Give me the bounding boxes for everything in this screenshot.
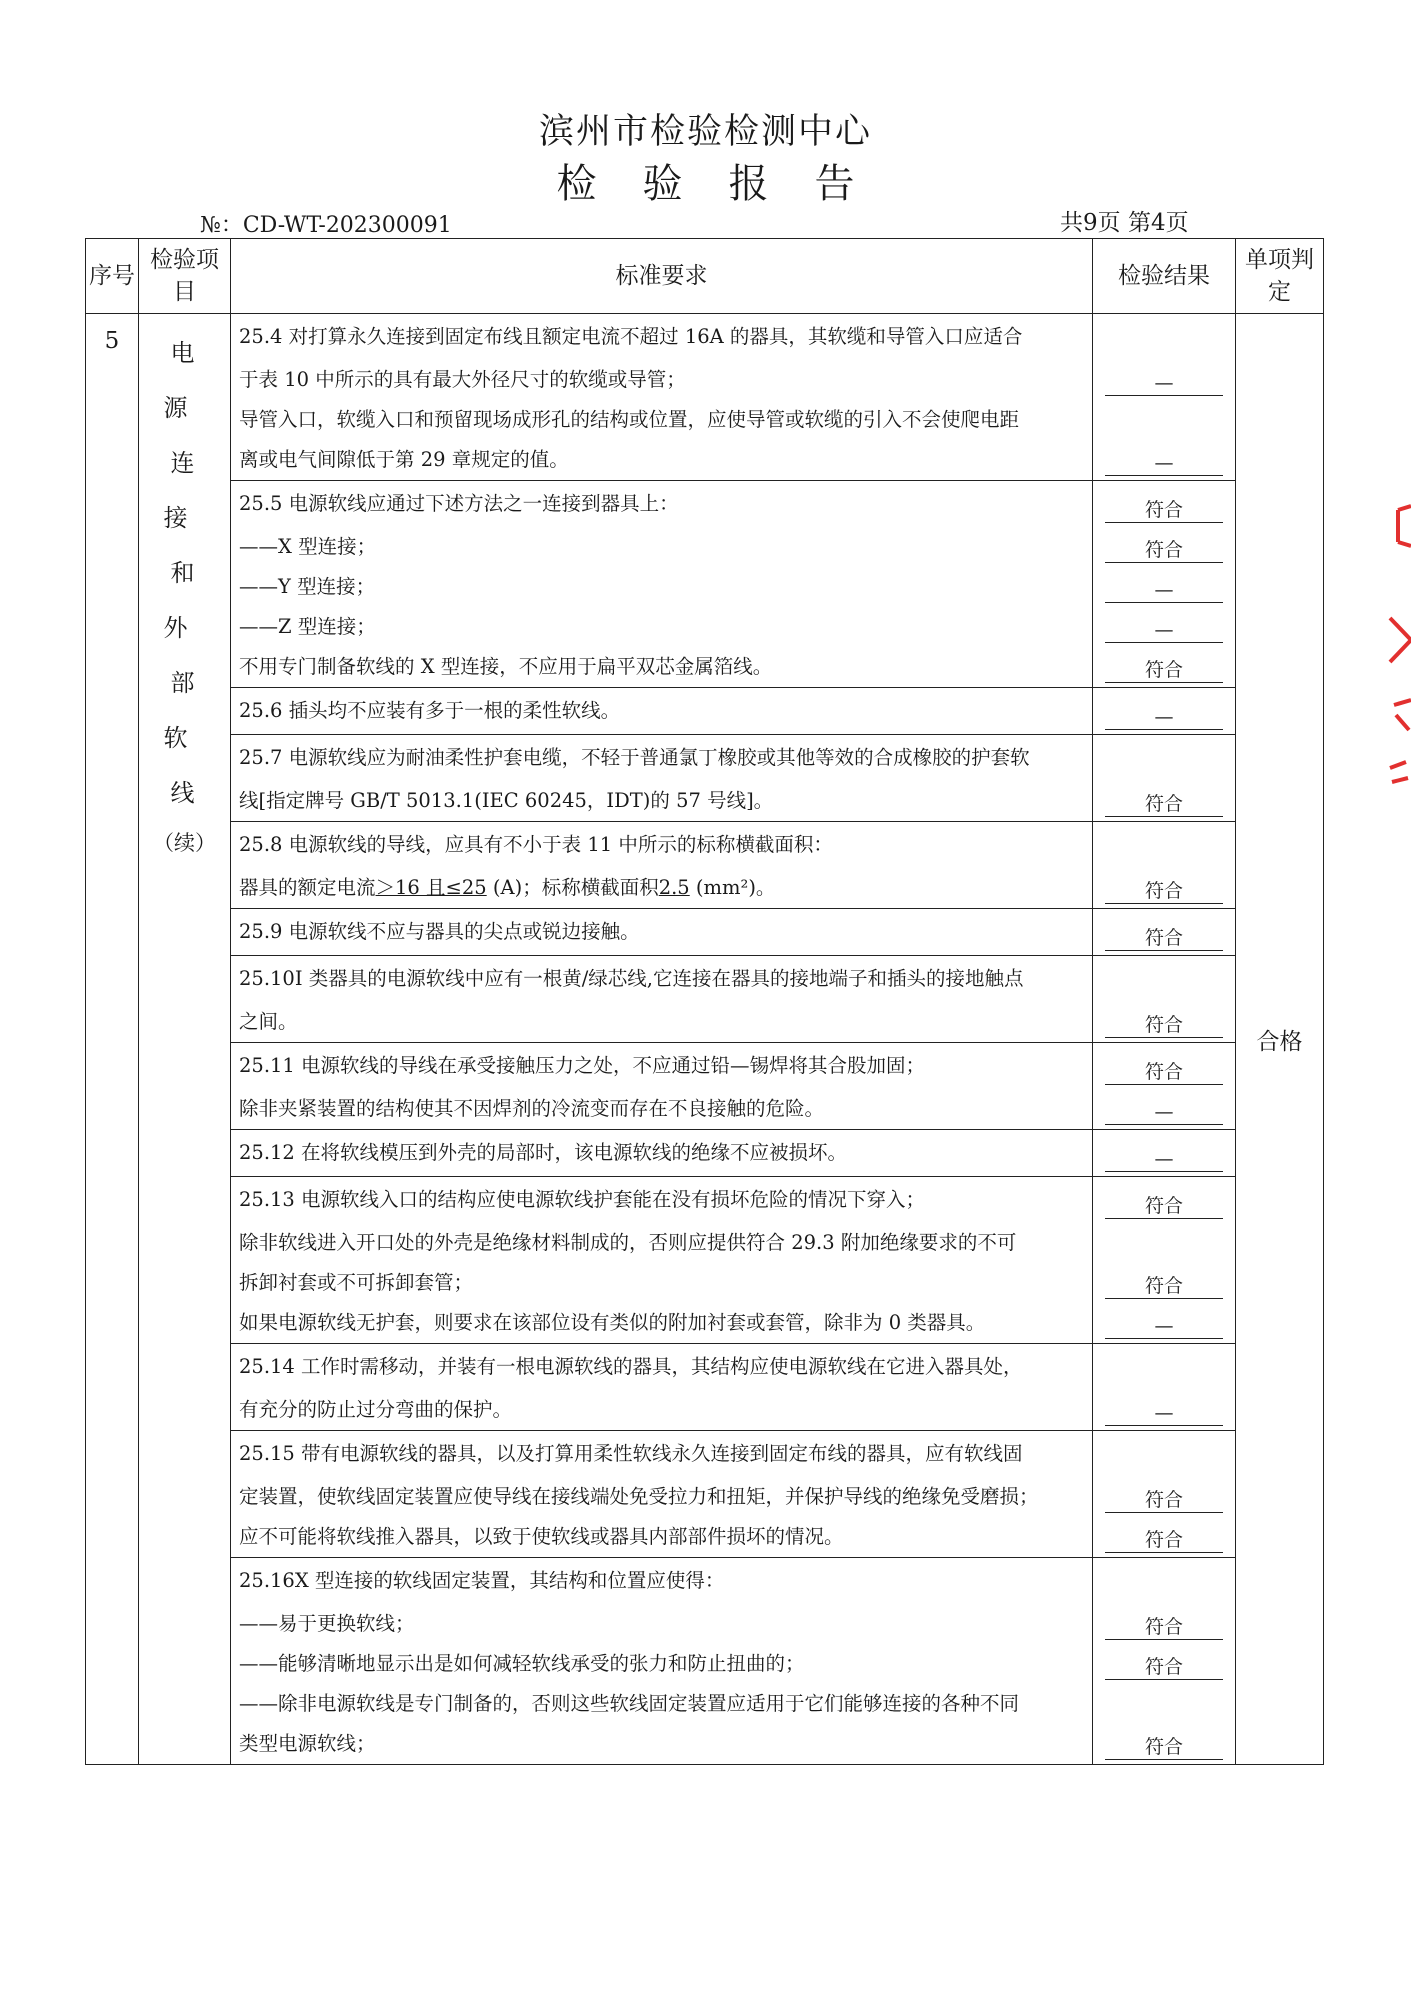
col-seq-header: 序号 bbox=[86, 239, 139, 314]
table-row bbox=[86, 822, 1324, 909]
result-value: — bbox=[1105, 451, 1223, 476]
result-slot bbox=[1093, 1177, 1235, 1223]
table-row bbox=[86, 688, 1324, 735]
result-value: 符合 bbox=[1105, 1194, 1223, 1219]
requirement-line: 线[指定牌号 GB/T 5013.1(IEC 60245，IDT)的 57 号线]。 bbox=[239, 789, 774, 812]
result-cell bbox=[1093, 481, 1236, 688]
result-cell bbox=[1093, 1043, 1236, 1130]
result-value: — bbox=[1105, 371, 1223, 396]
result-value: — bbox=[1105, 705, 1223, 730]
requirement-line: ——易于更换软线； bbox=[239, 1612, 415, 1635]
col-item-header: 检验项目 bbox=[139, 239, 231, 314]
result-cell bbox=[1093, 314, 1236, 481]
result-slot bbox=[1093, 527, 1235, 567]
requirement-cell bbox=[231, 1130, 1093, 1177]
requirement-line: 25.8 电源软线的导线，应具有不小于表 11 中所示的标称横截面积： bbox=[239, 833, 833, 856]
requirement-line: 25.4 对打算永久连接到固定布线且额定电流不超过 16A 的器具，其软缆和导管入口应适合 bbox=[239, 325, 1023, 348]
result-slot bbox=[1093, 440, 1235, 480]
requirement-cell bbox=[231, 314, 1093, 481]
result-slot bbox=[1093, 781, 1235, 821]
col-verdict-header: 单项判定 bbox=[1236, 239, 1324, 314]
requirement-cell bbox=[231, 1043, 1093, 1130]
result-slot bbox=[1093, 909, 1235, 955]
requirement-line: 定装置，使软线固定装置应使导线在接线端处免受拉力和扭矩，并保护导线的绝缘免受磨损； bbox=[239, 1485, 1039, 1508]
result-slot bbox=[1093, 1431, 1235, 1477]
result-slot bbox=[1093, 1684, 1235, 1724]
result-slot bbox=[1093, 1043, 1235, 1089]
result-value: 符合 bbox=[1105, 1735, 1223, 1760]
table-row bbox=[86, 735, 1324, 822]
report-title: 检验报告 bbox=[556, 161, 901, 207]
result-slot bbox=[1093, 1517, 1235, 1557]
result-slot bbox=[1093, 688, 1235, 734]
result-slot bbox=[1093, 956, 1235, 1002]
result-value: 符合 bbox=[1105, 1655, 1223, 1680]
result-slot bbox=[1093, 1558, 1235, 1604]
result-slot bbox=[1093, 1263, 1235, 1303]
result-slot bbox=[1093, 1002, 1235, 1042]
result-value: 符合 bbox=[1105, 1274, 1223, 1299]
table-row bbox=[86, 314, 1324, 481]
result-value: — bbox=[1105, 578, 1223, 603]
requirement-line: 25.12 在将软线模压到外壳的局部时，该电源软线的绝缘不应被损坏。 bbox=[239, 1141, 848, 1164]
table-row bbox=[86, 1177, 1324, 1344]
table-row bbox=[86, 481, 1324, 688]
requirement-cell bbox=[231, 956, 1093, 1043]
requirement-line: ——Y 型连接； bbox=[239, 575, 376, 598]
requirement-line: 25.5 电源软线应通过下述方法之一连接到器具上： bbox=[239, 492, 679, 515]
rated-current-label: 器具的额定电流 bbox=[239, 876, 376, 899]
table-row bbox=[86, 956, 1324, 1043]
result-slot bbox=[1093, 314, 1235, 360]
red-stamp-partial bbox=[1376, 500, 1411, 800]
requirement-cell bbox=[231, 909, 1093, 956]
result-value: 符合 bbox=[1105, 1615, 1223, 1640]
requirement-line: ——X 型连接； bbox=[239, 535, 377, 558]
table-row bbox=[86, 1130, 1324, 1177]
requirement-line: ——Z 型连接； bbox=[239, 615, 376, 638]
table-row bbox=[86, 1043, 1324, 1130]
requirement-cell bbox=[231, 688, 1093, 735]
seq-cell: 5 bbox=[86, 314, 139, 1765]
requirement-line: 导管入口，软缆入口和预留现场成形孔的结构或位置，应使导管或软缆的引入不会使爬电距 bbox=[239, 408, 1020, 431]
requirement-line: 25.16X 型连接的软线固定装置，其结构和位置应使得： bbox=[239, 1569, 725, 1592]
result-value: 符合 bbox=[1105, 1488, 1223, 1513]
result-slot bbox=[1093, 868, 1235, 908]
table-header-row bbox=[86, 239, 1324, 314]
requirement-cell bbox=[231, 1431, 1093, 1558]
result-slot bbox=[1093, 1344, 1235, 1390]
requirement-line: 除非软线进入开口处的外壳是绝缘材料制成的，否则应提供符合 29.3 附加绝缘要求的不可 bbox=[239, 1231, 1017, 1254]
requirement-line: 25.15 带有电源软线的器具，以及打算用柔性软线永久连接到固定布线的器具，应有软线固 bbox=[239, 1442, 1023, 1465]
table-row bbox=[86, 909, 1324, 956]
requirement-cell bbox=[231, 1344, 1093, 1431]
requirement-cell bbox=[231, 1558, 1093, 1765]
stamp-mark-2 bbox=[1390, 618, 1411, 662]
org-name: 滨州市检验检测中心 bbox=[538, 112, 872, 152]
result-slot bbox=[1093, 1130, 1235, 1176]
requirement-line: ——除非电源软线是专门制备的，否则这些软线固定装置应适用于它们能够连接的各种不同 bbox=[239, 1692, 1020, 1715]
item-name-line: 连 接 bbox=[163, 449, 213, 532]
requirement-cell bbox=[231, 481, 1093, 688]
result-slot bbox=[1093, 481, 1235, 527]
area-value: 2.5 bbox=[658, 876, 690, 899]
requirement-line: 如果电源软线无护套，则要求在该部位设有类似的附加衬套或套管，除非为 0 类器具。 bbox=[239, 1311, 986, 1334]
item-name-line: 线 bbox=[170, 779, 213, 807]
requirement-line: ——能够清晰地显示出是如何减轻软线承受的张力和防止扭曲的； bbox=[239, 1652, 805, 1675]
result-cell bbox=[1093, 1130, 1236, 1177]
result-slot bbox=[1093, 360, 1235, 400]
requirement-cell bbox=[231, 822, 1093, 909]
col-result-header: 检验结果 bbox=[1093, 239, 1236, 314]
result-value: 符合 bbox=[1105, 538, 1223, 563]
requirement-line bbox=[239, 868, 1082, 908]
result-value: 符合 bbox=[1105, 792, 1223, 817]
requirement-line: 25.6 插头均不应装有多于一根的柔性软线。 bbox=[239, 699, 621, 722]
item-cell bbox=[139, 314, 231, 1765]
result-value: 符合 bbox=[1105, 1060, 1223, 1085]
requirement-line: 拆卸衬套或不可拆卸套管； bbox=[239, 1271, 474, 1294]
result-cell bbox=[1093, 909, 1236, 956]
result-value: 符合 bbox=[1105, 1528, 1223, 1553]
result-value: 符合 bbox=[1105, 1013, 1223, 1038]
requirement-line: 除非夹紧装置的结构使其不因焊剂的冷流变而存在不良接触的危险。 bbox=[239, 1097, 825, 1120]
result-slot bbox=[1093, 1604, 1235, 1644]
col-req-header: 标准要求 bbox=[231, 239, 1093, 314]
stamp-mark-4 bbox=[1390, 762, 1408, 782]
result-slot bbox=[1093, 1303, 1235, 1343]
result-slot bbox=[1093, 822, 1235, 868]
table-row bbox=[86, 1431, 1324, 1558]
result-value: 符合 bbox=[1105, 926, 1223, 951]
requirement-line: 有充分的防止过分弯曲的保护。 bbox=[239, 1398, 513, 1421]
inspection-table bbox=[85, 238, 1324, 1765]
result-cell bbox=[1093, 1431, 1236, 1558]
area-unit: (mm²)。 bbox=[695, 876, 776, 899]
requirement-line: 25.9 电源软线不应与器具的尖点或锐边接触。 bbox=[239, 920, 640, 943]
requirement-cell bbox=[231, 735, 1093, 822]
stamp-mark-1 bbox=[1398, 506, 1411, 546]
result-cell bbox=[1093, 1558, 1236, 1765]
item-continued: （续） bbox=[153, 831, 216, 855]
result-slot bbox=[1093, 735, 1235, 781]
result-slot bbox=[1093, 567, 1235, 607]
result-slot bbox=[1093, 1644, 1235, 1684]
requirement-line: 25.13 电源软线入口的结构应使电源软线护套能在没有损坏危险的情况下穿入； bbox=[239, 1188, 926, 1211]
result-slot bbox=[1093, 1089, 1235, 1129]
table-row bbox=[86, 1558, 1324, 1765]
result-value: — bbox=[1105, 1314, 1223, 1339]
rated-current-value: ＞16 且≤25 bbox=[375, 876, 487, 899]
item-name-line: 部 软 bbox=[163, 669, 213, 752]
result-value: 符合 bbox=[1105, 658, 1223, 683]
page-info: 共9页 第4页 bbox=[1060, 210, 1189, 236]
result-value: 符合 bbox=[1105, 498, 1223, 523]
result-value: — bbox=[1105, 618, 1223, 643]
requirement-line: 类型电源软线； bbox=[239, 1732, 376, 1755]
result-slot bbox=[1093, 1390, 1235, 1430]
item-name-line: 和 外 bbox=[163, 559, 213, 642]
table-row bbox=[86, 1344, 1324, 1431]
requirement-line: 应不可能将软线推入器具，以致于使软线或器具内部部件损坏的情况。 bbox=[239, 1525, 844, 1548]
result-cell bbox=[1093, 688, 1236, 735]
area-label: (A)；标称横截面积 bbox=[492, 876, 659, 899]
item-name-line: 电 源 bbox=[163, 339, 213, 422]
result-slot bbox=[1093, 1223, 1235, 1263]
result-slot bbox=[1093, 1724, 1235, 1764]
result-slot bbox=[1093, 400, 1235, 440]
requirement-line: 25.14 工作时需移动，并装有一根电源软线的器具，其结构应使电源软线在它进入器具处， bbox=[239, 1355, 1023, 1378]
result-value: — bbox=[1105, 1401, 1223, 1426]
result-slot bbox=[1093, 647, 1235, 687]
result-cell bbox=[1093, 1177, 1236, 1344]
result-cell bbox=[1093, 735, 1236, 822]
requirement-line: 25.7 电源软线应为耐油柔性护套电缆，不轻于普通氯丁橡胶或其他等效的合成橡胶的护套软 bbox=[239, 746, 1030, 769]
verdict-cell: 合格 bbox=[1236, 314, 1324, 1765]
result-cell bbox=[1093, 1344, 1236, 1431]
requirement-line: 25.11 电源软线的导线在承受接触压力之处，不应通过铅—锡焊将其合股加固； bbox=[239, 1054, 926, 1077]
result-value: — bbox=[1105, 1100, 1223, 1125]
requirement-line: 不用专门制备软线的 X 型连接，不应用于扁平双芯金属箔线。 bbox=[239, 655, 773, 678]
result-value: 符合 bbox=[1105, 879, 1223, 904]
stamp-mark-3 bbox=[1394, 700, 1411, 730]
requirement-line: 25.10I 类器具的电源软线中应有一根黄/绿芯线,它连接在器具的接地端子和插头的接地触点 bbox=[239, 967, 1024, 990]
stamp-marks bbox=[1390, 506, 1411, 782]
requirement-line: 于表 10 中所示的具有最大外径尺寸的软缆或导管； bbox=[239, 368, 686, 391]
requirement-line: 之间。 bbox=[239, 1010, 298, 1033]
result-cell bbox=[1093, 956, 1236, 1043]
report-number: №：CD-WT-202300091 bbox=[200, 213, 452, 238]
result-slot bbox=[1093, 607, 1235, 647]
requirement-cell bbox=[231, 1177, 1093, 1344]
result-cell bbox=[1093, 822, 1236, 909]
result-value: — bbox=[1105, 1147, 1223, 1172]
requirement-line: 离或电气间隙低于第 29 章规定的值。 bbox=[239, 448, 569, 471]
result-slot bbox=[1093, 1477, 1235, 1517]
